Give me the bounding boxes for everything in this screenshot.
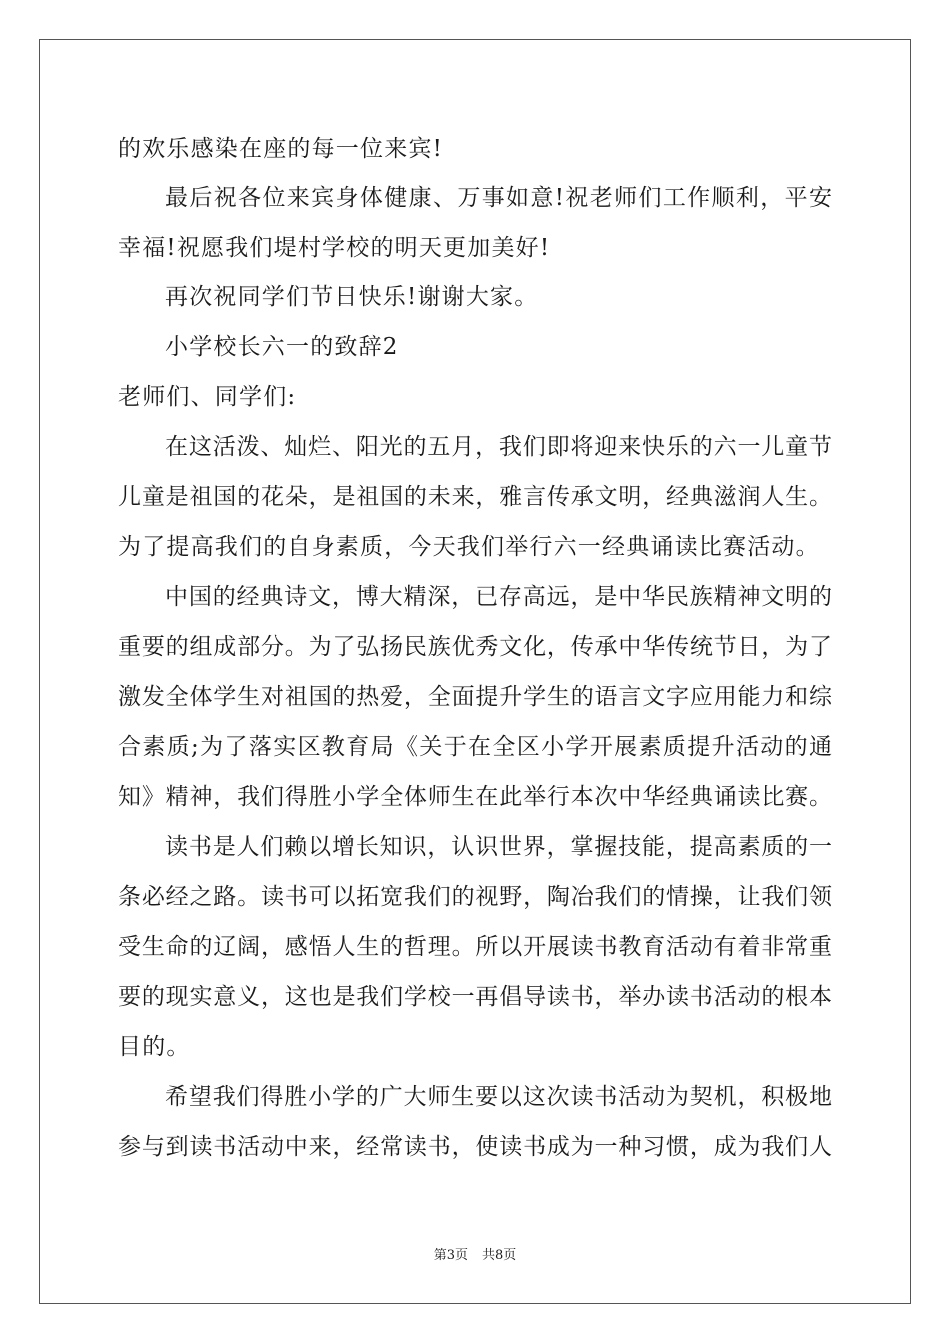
- paragraph-first-line: 希望我们得胜小学的广大师生要以这次读书活动为契机，积极地: [165, 1084, 832, 1110]
- text-line: 合素质;为了落实区教育局《关于在全区小学开展素质提升活动的通: [118, 734, 832, 760]
- text-line: 目的。: [118, 1034, 191, 1060]
- text-line: 受生命的辽阔，感悟人生的哲理。所以开展读书教育活动有着非常重: [118, 934, 832, 960]
- section-heading: 小学校长六一的致辞2: [165, 334, 399, 360]
- paragraph-first-line: 再次祝同学们节日快乐!谢谢大家。: [165, 284, 539, 310]
- text-line: 重要的组成部分。为了弘扬民族优秀文化，传承中华传统节日，为了: [118, 634, 832, 660]
- paragraph-first-line: 中国的经典诗文，博大精深，已存高远，是中华民族精神文明的: [165, 584, 832, 610]
- text-line: 为了提高我们的自身素质，今天我们举行六一经典诵读比赛活动。: [118, 534, 820, 560]
- paragraph-first-line: 在这活泼、灿烂、阳光的五月，我们即将迎来快乐的六一儿童节: [165, 434, 832, 460]
- text-line: 的欢乐感染在座的每一位来宾!: [118, 136, 444, 162]
- text-line: 儿童是祖国的花朵，是祖国的未来，雅言传承文明，经典滋润人生。: [118, 484, 832, 510]
- text-line: 知》精神，我们得胜小学全体师生在此举行本次中华经典诵读比赛。: [118, 784, 832, 810]
- text-line: 激发全体学生对祖国的热爱，全面提升学生的语言文字应用能力和综: [118, 684, 832, 710]
- text-line: 要的现实意义，这也是我们学校一再倡导读书，举办读书活动的根本: [118, 984, 832, 1010]
- text-line: 参与到读书活动中来，经常读书，使读书成为一种习惯，成为我们人: [118, 1134, 832, 1160]
- page-border: [39, 39, 911, 1304]
- text-line: 幸福!祝愿我们堤村学校的明天更加美好!: [118, 235, 551, 261]
- paragraph-first-line: 最后祝各位来宾身体健康、万事如意!祝老师们工作顺利，平安: [165, 185, 832, 211]
- page-footer: [0, 1247, 950, 1265]
- text-line: 条必经之路。读书可以拓宽我们的视野，陶冶我们的情操，让我们领: [118, 884, 832, 910]
- salutation: 老师们、同学们:: [118, 384, 297, 410]
- page-total: 共8页: [482, 1248, 517, 1263]
- page-number: 第3页: [433, 1248, 468, 1263]
- paragraph-first-line: 读书是人们赖以增长知识，认识世界，掌握技能，提高素质的一: [165, 834, 832, 860]
